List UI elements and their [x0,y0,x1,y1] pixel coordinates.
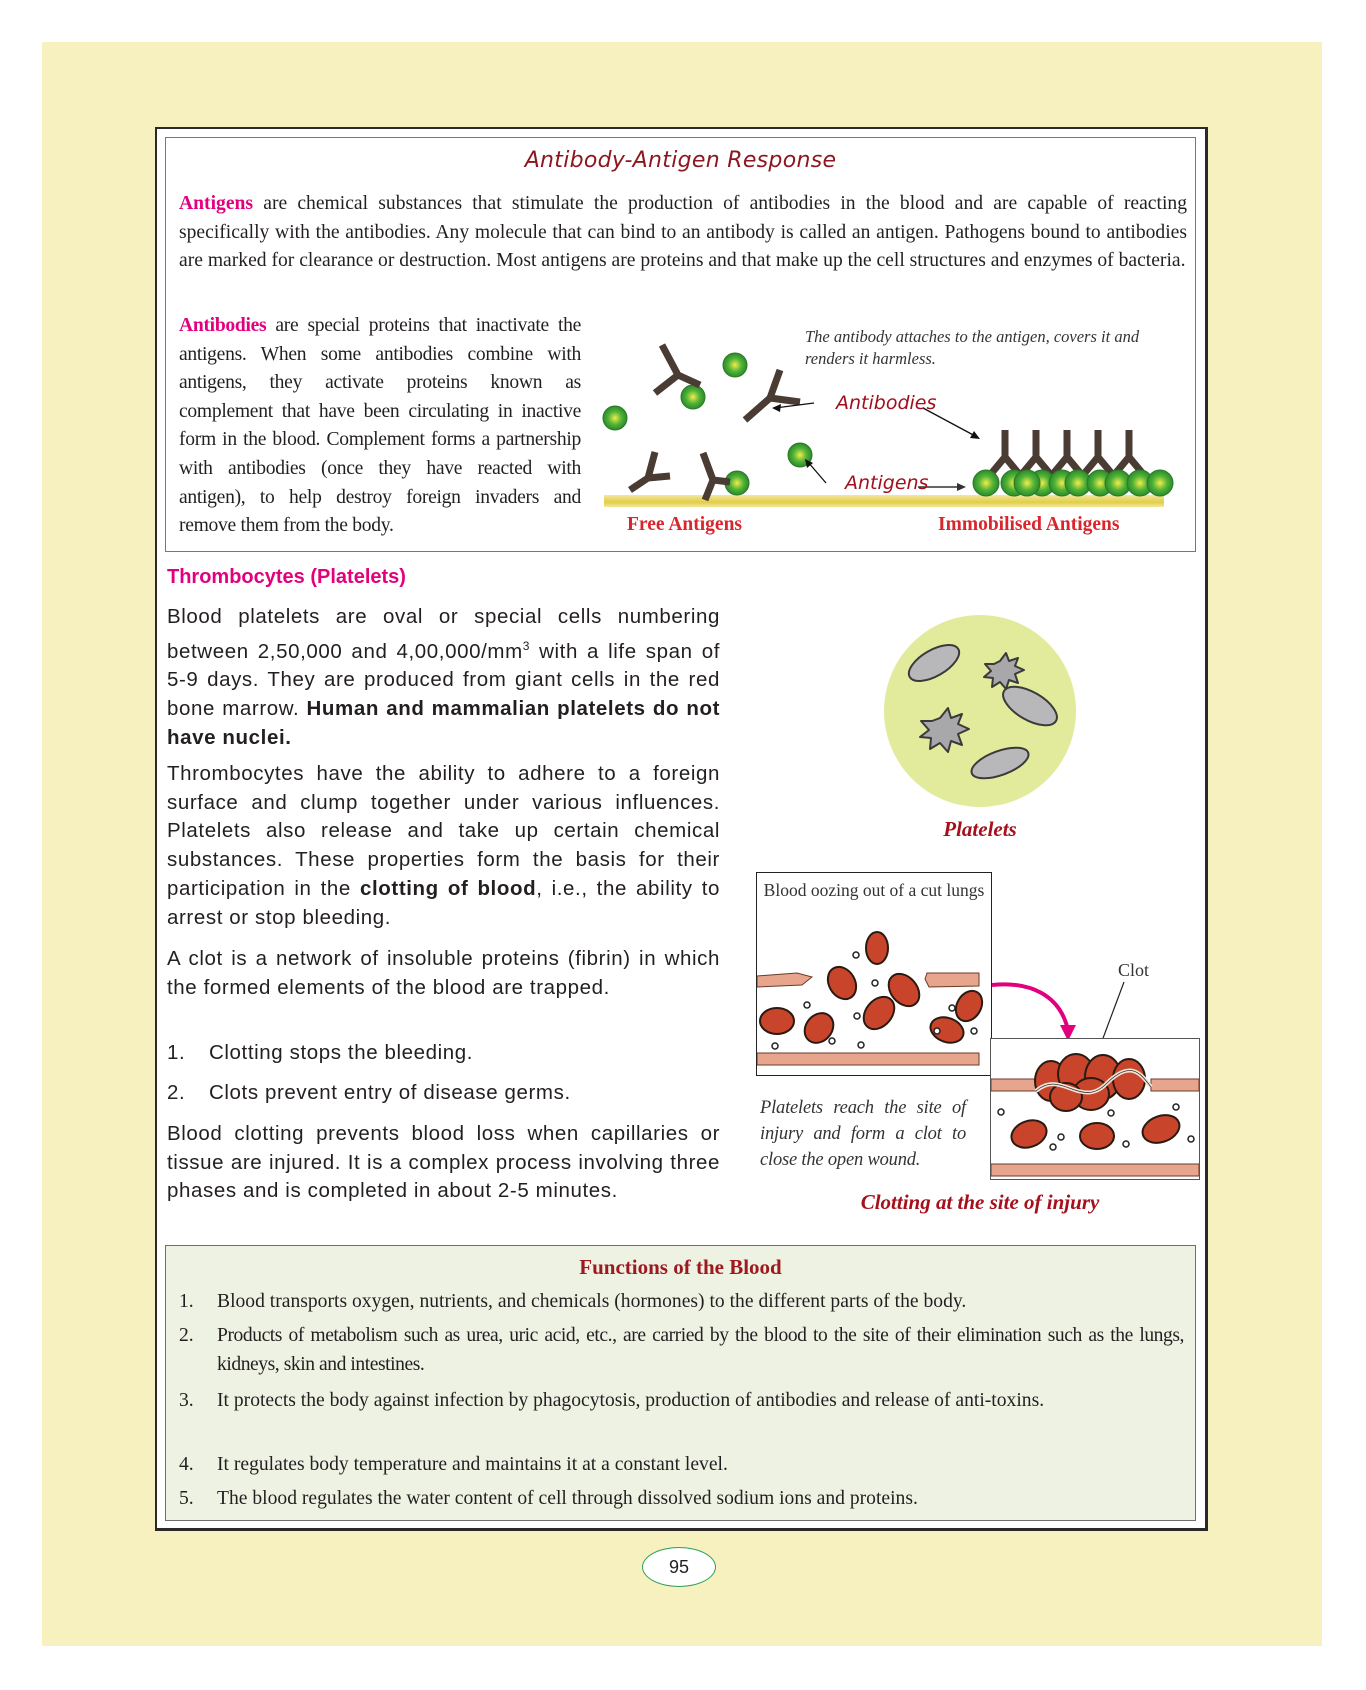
text: A clot is a network of insoluble proteins (fibrin) in which the formed elements of the blood are trapped. [167,947,720,999]
list-number: 3. [179,1390,194,1411]
immobilised-antigens [973,470,1173,496]
list-number: 5. [179,1488,194,1509]
section-heading-thrombocytes: Thrombocytes (Platelets) [167,566,406,588]
list-number: 4. [179,1454,194,1475]
text: Thrombocytes have the ability to adhere to a foreign surface and clump together under various influences. Platelets also release and take up certain chemical substances. These properties form the basis for their participation in the [167,762,720,900]
platelets-illustration [882,613,1078,809]
antigen-icon [603,406,627,430]
vessel-wall [991,1079,1041,1091]
list-text: Clotting stops the bleeding. [209,1041,474,1064]
membrane-surface [604,495,1164,507]
list-number: 2. [167,1081,186,1104]
antibodies-paragraph [179,312,581,541]
list-item [179,1484,1184,1513]
platelets-reach-caption: Platelets reach the site of injury and form a clot to close the open wound. [760,1098,966,1170]
clot-illustration [991,1039,1199,1179]
list-item [179,1450,1184,1479]
list-text: Clots prevent entry of disease germs. [209,1081,571,1104]
bold-text: Human and mammalian platelets do not have nuclei. [167,696,720,749]
list-item [179,1386,1184,1415]
label-antibodies: Antibodies [836,392,937,414]
list-number: 1. [179,1291,194,1312]
antibody-icon [1021,430,1051,475]
functions-title: Functions of the Blood [579,1255,782,1279]
vessel-wall [1151,1079,1199,1091]
paragraph-platelet-count [167,603,720,752]
list-number: 1. [167,1041,186,1064]
list-text: It regulates body temperature and maintains it at a constant level. [217,1454,728,1475]
antigen-icon [723,353,747,377]
paragraph-clot-definition [167,945,720,1002]
antibody-diagram-caption: The antibody attaches to the antigen, covers it and renders it harmless. [805,327,1140,368]
label-immobilised-antigens: Immobilised Antigens [938,514,1120,535]
platelets-caption: Platelets [943,817,1017,841]
antibodies-term: Antibodies [179,315,267,336]
antibodies-definition: are special proteins that inactivate the antigens. When some antibodies combine with antigens, they activate proteins known as complement that have been circulating in inactive form in the blood. Complement forms a partnership with antibodies (once they have reacted with antigen), to help destroy foreign invaders and remove them from the body. [179,315,581,537]
list-item [167,1081,571,1105]
vessel-wall [757,973,812,987]
antibody-icon [703,453,730,500]
clot-formed-figure [990,1038,1200,1180]
list-item [167,1041,473,1065]
antigens-term: Antigens [179,193,254,214]
text: Blood platelets are oval or special cells numbering between 2,50,000 and 4,00,000/mm [167,605,720,663]
vessel-wall [925,973,979,987]
label-free-antigens: Free Antigens [627,514,743,535]
page-number: 95 [642,1547,716,1587]
antigen-icon [681,385,705,409]
antibody-antigen-diagram [600,300,1180,540]
label-antigens: Antigens [845,472,929,494]
list-number: 2. [179,1325,194,1346]
blood-oozing-figure [756,872,992,1076]
blood-oozing-caption: Blood oozing out of a cut lungs [763,880,985,900]
antibody-icon [1052,430,1082,475]
list-item [179,1321,1184,1379]
list-text: The blood regulates the water content of cell through dissolved sodium ions and proteins. [217,1488,918,1509]
antibody-icon [630,452,670,490]
paragraph-thrombocyte-ability [167,760,720,932]
antibody-box-title: Antibody-Antigen Response [524,148,837,173]
antigens-definition: are chemical substances that stimulate the production of antibodies in the blood and are capable of reacting specifically with the antibodies. Any molecule that can bind to an antibody is called an antigen. Pathogens bound to antibodies are marked for clearance or destruction. Most antigens are proteins and that make up the cell structures and enzymes of bacteria. [179,193,1187,272]
paragraph-clotting-process [167,1120,720,1206]
antibody-icon [1114,430,1144,475]
list-text: Blood transports oxygen, nutrients, and chemicals (hormones) to the different parts of the body. [217,1291,967,1312]
antibody-icon [990,430,1020,475]
list-item [179,1287,1184,1316]
vessel-wall [757,1053,979,1065]
cut-vessel-illustration [757,873,991,1075]
superscript: 3 [522,638,531,653]
clot-label: Clot [1118,960,1150,980]
text: , i.e., the ability to arrest or stop bleeding. [167,876,720,929]
text: with a life span of 5-9 days. They are produced from giant cells in the red bone marrow. [167,639,720,720]
clotting-caption: Clotting at the site of injury [860,1190,1100,1214]
list-text: It protects the body against infection by phagocytosis, production of antibodies and release of anti-toxins. [217,1390,1045,1411]
functions-of-blood-box [165,1245,1196,1521]
antigens-paragraph [179,190,1187,276]
list-text: Products of metabolism such as urea, uric acid, etc., are carried by the blood to the site of their elimination such as the lungs, kidneys, skin and intestines. [217,1325,1184,1375]
bold-text: clotting of blood [359,876,537,900]
vessel-wall [991,1164,1199,1176]
text: Blood clotting prevents blood loss when capillaries or tissue are injured. It is a complex process involving three phases and is completed in about 2-5 minutes. [167,1122,720,1203]
antibody-icon [1083,430,1113,475]
antibody-icon [745,370,800,420]
